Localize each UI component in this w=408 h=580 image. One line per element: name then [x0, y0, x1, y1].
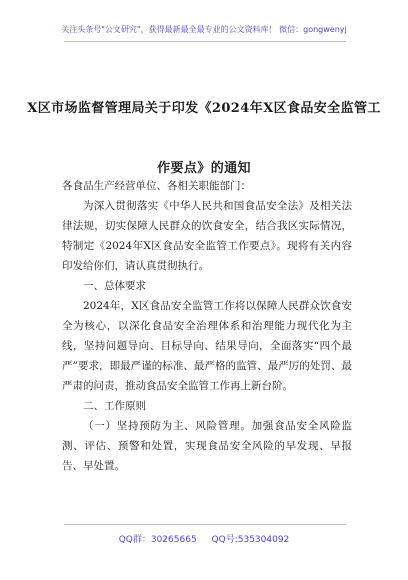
document-title-line-2: 作要点》的通知: [157, 161, 251, 176]
intro-paragraph: 为深入贯彻落实《中华人民共和国食品安全法》及相关法律法规，切实保障人民群众的饮食安全，结合我区实际情况，特制定《2024年X区食品安全监管工作要点》。现将有关内容印发给你们，请认真贯彻执行。: [62, 200, 352, 272]
document-title-line-1: X区市场监督管理局关于印发《2024年X区食品安全监管工: [27, 101, 381, 116]
header-divider: [64, 41, 346, 42]
salutation: 各食品生产经营单位、各相关职能部门：: [62, 180, 251, 192]
header-promo: 关注头条号"公文研究"，获得最新最全最专业的公文资料库！ 微信：gongwenyj: [61, 25, 347, 34]
footer-contact: [0, 532, 408, 545]
footer-divider: [64, 524, 346, 525]
principle-1-paragraph: （一）坚持预防为主、风险管理。加强食品安全风险监测、评估、预警和处置，实现食品安全风险的早发现、早报告、早处置。: [62, 420, 352, 472]
section-heading-2: 二、工作原则: [83, 400, 146, 412]
footer-qq-number: QQ号:535304092: [211, 535, 290, 545]
section-heading-1: 一、总体要求: [83, 280, 146, 292]
section-1-paragraph: 2024年，X区食品安全监管工作将以保障人民群众饮食安全为核心，以深化食品安全治理体系和治理能力现代化为主线，坚持问题导向、目标导向、结果导向，全面落实“四个最严”要求，即最严谨的标准、最严格的监管、最严厉的处罚、最严肃的问责，推动食品安全监管工作再上新台阶。: [62, 300, 352, 392]
document-body: [62, 176, 352, 476]
footer-qq-group: QQ群：30265665: [118, 535, 197, 545]
